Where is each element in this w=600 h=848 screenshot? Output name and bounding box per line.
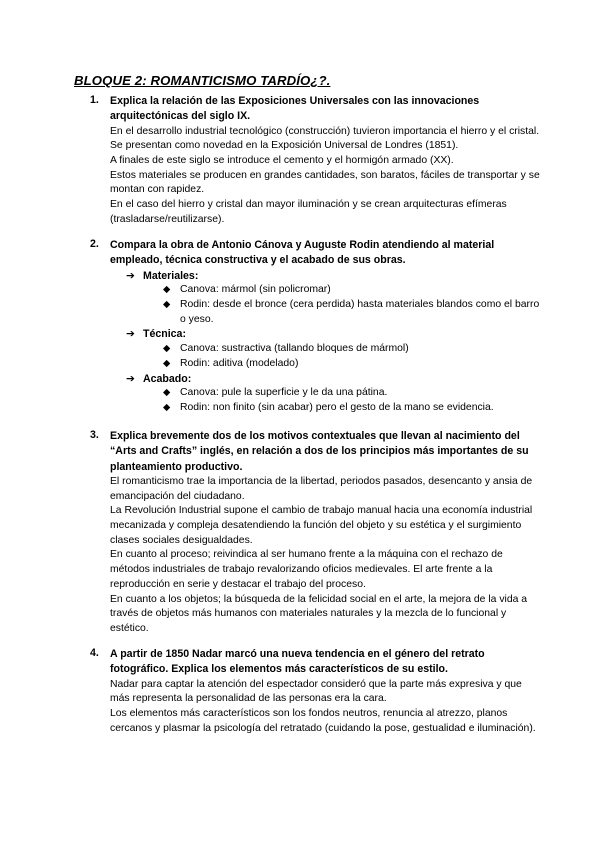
diamond-bullet-icon: ◆ — [163, 284, 171, 296]
list-item: Rodin: desde el bronce (cera perdida) hasta materiales blandos como el barro o yeso. — [180, 299, 540, 325]
question-2 — [90, 238, 540, 416]
answer-paragraph: El romanticismo trae la importancia de la libertad, periodos pasados, desencanto y ansia de emancipación del ciudadano. — [110, 475, 533, 502]
section-heading: Materiales: — [143, 269, 199, 282]
answer — [110, 475, 540, 637]
comparison-section-finish — [126, 372, 540, 416]
question-number: 3. — [90, 429, 99, 441]
question-text: A partir de 1850 Nadar marcó una nueva tendencia en el género del retrato fotográfico. Explica los elementos más característicos de su estilo. — [110, 648, 485, 676]
question-3 — [90, 429, 540, 637]
list-item: Rodin: aditiva (modelado) — [180, 357, 299, 369]
answer-paragraph: En cuanto a los objetos; la búsqueda de la felicidad social en el arte, la mejora de la vida a través de objetos más humanos con materiales naturales y la mezcla de lo funcional y estético. — [110, 593, 528, 634]
answer — [110, 678, 540, 737]
list-item: Canova: sustractiva (tallando bloques de mármol) — [180, 343, 409, 355]
page-title: BLOQUE 2: ROMANTICISMO TARDÍO¿?. — [74, 73, 331, 88]
list-item: Canova: mármol (sin policromar) — [180, 284, 331, 296]
list-item: Rodin: non finito (sin acabar) pero el gesto de la mano se evidencia. — [180, 401, 494, 413]
diamond-bullet-icon: ◆ — [163, 343, 171, 355]
answer-paragraph: A finales de este siglo se introduce el cemento y el hormigón armado (XX). — [110, 155, 454, 166]
answer-paragraph: En el desarrollo industrial tecnológico (construcción) tuvieron importancia el hierro y el cristal. Se presentan como novedad en la Exposición Universal de Londres (1851). — [110, 125, 540, 152]
comparison-section-materials — [126, 269, 540, 328]
section-heading: Acabado: — [143, 372, 192, 385]
answer-paragraph: Nadar para captar la atención del espectador consideró que la parte más expresiva y que más representa la personalidad de las personas era la cara. — [110, 678, 522, 705]
comparison-section-technique — [126, 327, 540, 371]
arrow-right-icon: ➔ — [126, 328, 135, 341]
question-text: Explica brevemente dos de los motivos contextuales que llevan al nacimiento del “Arts and Crafts” inglés, en relación a dos de los principios más importantes de su planteamiento productivo. — [110, 430, 529, 473]
section-heading: Técnica: — [143, 328, 186, 341]
answer-paragraph: La Revolución Industrial supone el cambio de trabajo manual hacia una economía industrial mecanizada y compleja desatendiendo la función del objeto y su estética y el surgimiento clases sociales desigualdades. — [110, 505, 533, 546]
answer-paragraph: Estos materiales se producen en grandes cantidades, son baratos, fáciles de transportar y se montan con rapidez. — [110, 169, 540, 196]
question-1 — [90, 94, 540, 228]
arrow-right-icon: ➔ — [126, 269, 135, 282]
question-text: Explica la relación de las Exposiciones Universales con las innovaciones arquitectónicas del siglo IX. — [110, 95, 480, 123]
diamond-bullet-icon: ◆ — [163, 387, 171, 399]
answer-paragraph: Los elementos más característicos son los fondos neutros, renuncia al atrezzo, planos cercanos y plasmar la psicología del retratado (cuidando la pose, gestualidad e iluminación). — [110, 708, 536, 734]
answer-paragraph: En el caso del hierro y cristal dan mayor iluminación y se crean arquitecturas efímeras (trasladarse/reutilizarse). — [110, 199, 507, 225]
diamond-bullet-icon: ◆ — [163, 357, 171, 369]
question-number: 2. — [90, 238, 99, 250]
question-text: Compara la obra de Antonio Cánova y Auguste Rodin atendiendo al material empleado, técnica constructiva y el acabado de sus obras. — [110, 239, 495, 267]
question-number: 1. — [90, 94, 99, 106]
diamond-bullet-icon: ◆ — [163, 401, 171, 413]
list-item: Canova: pule la superficie y le da una pátina. — [180, 387, 388, 399]
answer-paragraph: En cuanto al proceso; reivindica al ser humano frente a la máquina con el rechazo de métodos industriales de trabajo revalorizando oficios medievales. El arte frente a la reproducción en serie y destacar el trabajo del proceso. — [110, 549, 503, 590]
question-4 — [90, 647, 540, 736]
answer — [110, 125, 540, 228]
question-number: 4. — [90, 647, 99, 659]
diamond-bullet-icon: ◆ — [163, 299, 171, 310]
arrow-right-icon: ➔ — [126, 372, 135, 385]
